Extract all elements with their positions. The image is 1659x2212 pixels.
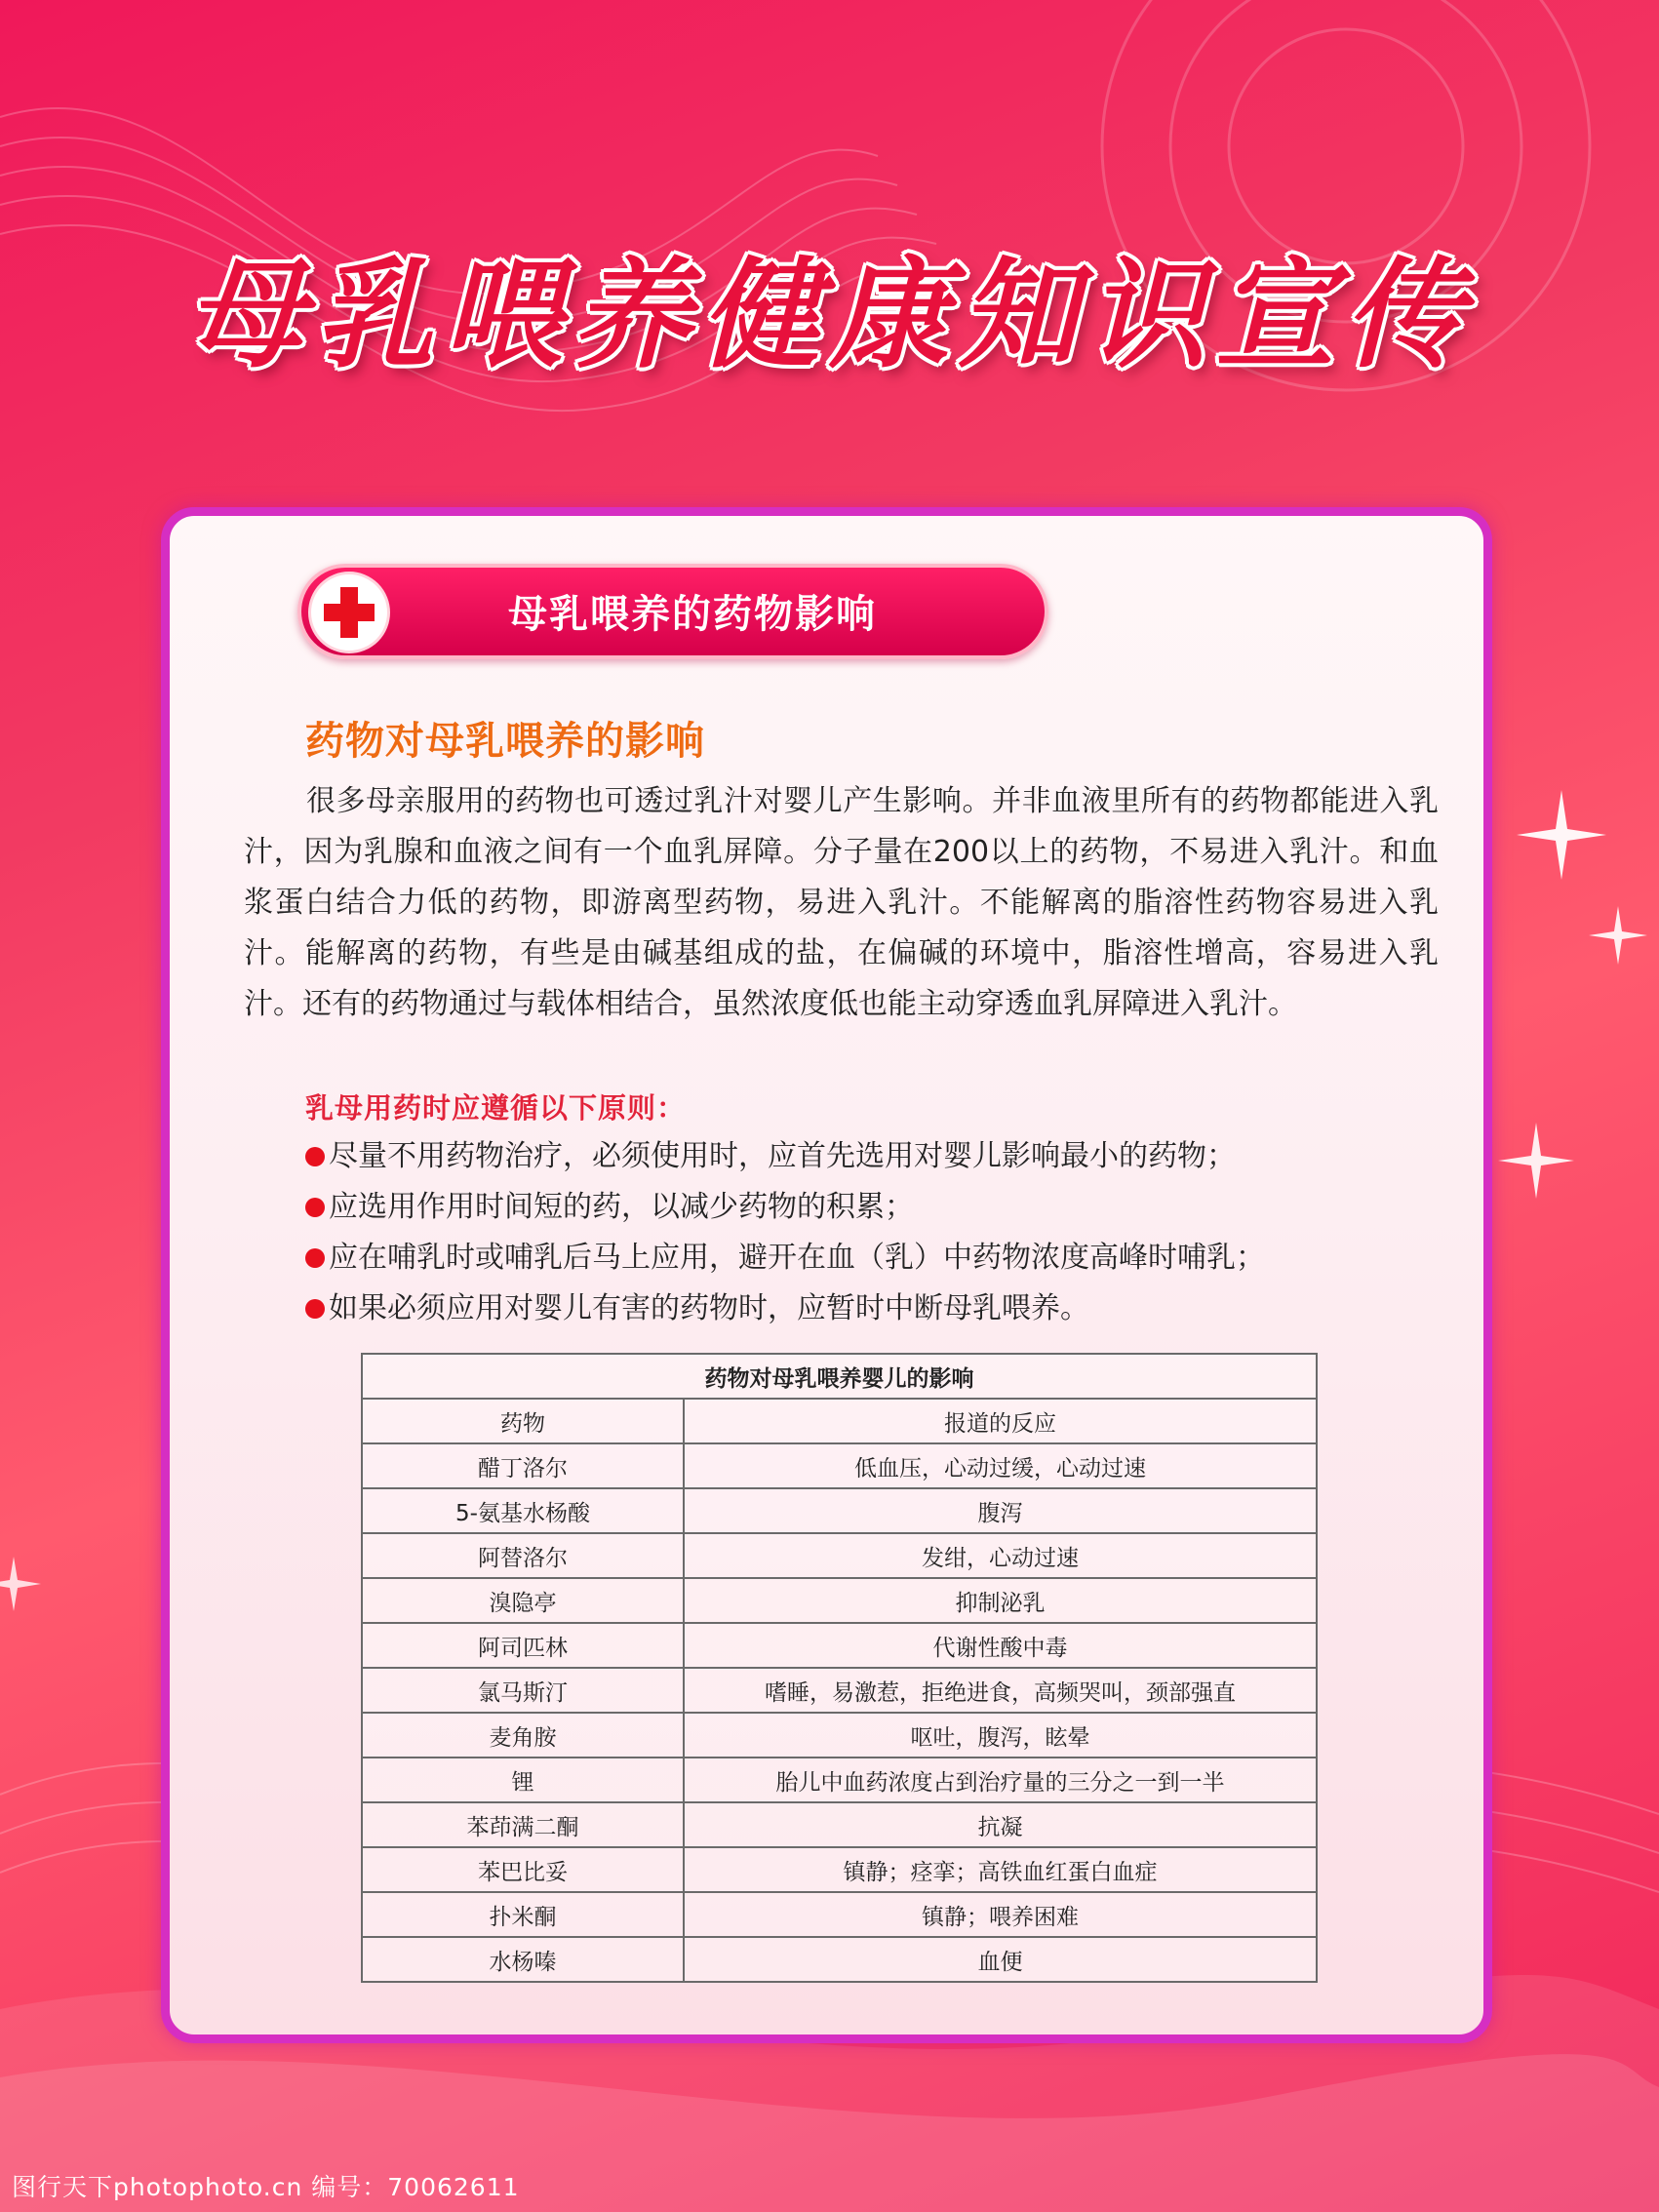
table-row xyxy=(362,1578,1317,1623)
table-header-row xyxy=(362,1399,1317,1443)
drug-cell: 麦角胺 xyxy=(362,1713,684,1758)
table-caption: 药物对母乳喂养婴儿的影响 xyxy=(362,1354,1317,1399)
list-item xyxy=(305,1131,1265,1182)
bullet-icon xyxy=(305,1299,325,1319)
reaction-cell: 嗜睡，易激惹，拒绝进食，高频哭叫，颈部强直 xyxy=(684,1668,1317,1713)
drug-cell: 5-氨基水杨酸 xyxy=(362,1488,684,1533)
drug-cell: 溴隐亭 xyxy=(362,1578,684,1623)
principles-list xyxy=(305,1131,1265,1334)
list-item xyxy=(305,1233,1265,1284)
principle-text: 尽量不用药物治疗，必须使用时，应首先选用对婴儿影响最小的药物； xyxy=(329,1139,1236,1173)
table-row xyxy=(362,1847,1317,1892)
reaction-cell: 镇静；喂养困难 xyxy=(684,1892,1317,1937)
table-row xyxy=(362,1623,1317,1668)
principle-text: 应在哺乳时或哺乳后马上应用，避开在血（乳）中药物浓度高峰时哺乳； xyxy=(329,1241,1265,1275)
reaction-cell: 低血压，心动过缓，心动过速 xyxy=(684,1443,1317,1488)
watermark-text: 图行天下photophoto.cn 编号：70062611 xyxy=(12,2173,520,2201)
table-row xyxy=(362,1758,1317,1802)
drug-cell: 阿替洛尔 xyxy=(362,1533,684,1578)
column-header-reaction: 报道的反应 xyxy=(684,1399,1317,1443)
table-caption-row xyxy=(362,1354,1317,1399)
reaction-cell: 腹泻 xyxy=(684,1488,1317,1533)
drug-cell: 氯马斯汀 xyxy=(362,1668,684,1713)
reaction-cell: 胎儿中血药浓度占到治疗量的三分之一到一半 xyxy=(684,1758,1317,1802)
reaction-cell: 呕吐，腹泻，眩晕 xyxy=(684,1713,1317,1758)
article-body: 很多母亲服用的药物也可透过乳汁对婴儿产生影响。并非血液里所有的药物都能进入乳汁，因为乳腺和血液之间有一个血乳屏障。分子量在200以上的药物，不易进入乳汁。和血浆蛋白结合力低的药物，即游离型药物，易进入乳汁。不能解离的脂溶性药物容易进入乳汁。能解离的药物，有些是由碱基组成的盐，在偏碱的环境中，脂溶性增高，容易进入乳汁。还有的药物通过与载体相结合，虽然浓度低也能主动穿透血乳屏障进入乳汁。 xyxy=(244,784,1439,1021)
table-row xyxy=(362,1533,1317,1578)
table-row xyxy=(362,1892,1317,1937)
reaction-cell: 血便 xyxy=(684,1937,1317,1982)
bullet-icon xyxy=(305,1248,325,1268)
reaction-cell: 发绀，心动过速 xyxy=(684,1533,1317,1578)
table-row xyxy=(362,1488,1317,1533)
drug-cell: 阿司匹林 xyxy=(362,1623,684,1668)
column-header-drug: 药物 xyxy=(362,1399,684,1443)
table-row xyxy=(362,1937,1317,1982)
principle-text: 应选用作用时间短的药，以减少药物的积累； xyxy=(329,1190,914,1224)
reaction-cell: 镇静；痉挛；高铁血红蛋白血症 xyxy=(684,1847,1317,1892)
reaction-cell: 代谢性酸中毒 xyxy=(684,1623,1317,1668)
list-item xyxy=(305,1284,1265,1334)
bullet-icon xyxy=(305,1198,325,1217)
table-row xyxy=(362,1713,1317,1758)
drug-cell: 醋丁洛尔 xyxy=(362,1443,684,1488)
drug-cell: 锂 xyxy=(362,1758,684,1802)
principles-heading: 乳母用药时应遵循以下原则： xyxy=(305,1091,687,1125)
drug-cell: 扑米酮 xyxy=(362,1892,684,1937)
drug-effects-table xyxy=(361,1353,1318,1983)
list-item xyxy=(305,1182,1265,1233)
bullet-icon xyxy=(305,1147,325,1166)
table-row xyxy=(362,1443,1317,1488)
red-cross-icon xyxy=(308,572,390,653)
drug-cell: 水杨嗪 xyxy=(362,1937,684,1982)
reaction-cell: 抑制泌乳 xyxy=(684,1578,1317,1623)
table-row xyxy=(362,1668,1317,1713)
drug-cell: 苯巴比妥 xyxy=(362,1847,684,1892)
reaction-cell: 抗凝 xyxy=(684,1802,1317,1847)
article-heading: 药物对母乳喂养的影响 xyxy=(305,719,705,764)
section-title: 母乳喂养的药物影响 xyxy=(508,592,877,637)
drug-effects-table-wrapper xyxy=(361,1353,1318,1983)
table-row xyxy=(362,1802,1317,1847)
principle-text: 如果必须应用对婴儿有害的药物时，应暂时中断母乳喂养。 xyxy=(329,1291,1089,1325)
poster-title: 母乳喂养健康知识宣传 xyxy=(185,244,1474,384)
drug-cell: 苯茚满二酮 xyxy=(362,1802,684,1847)
